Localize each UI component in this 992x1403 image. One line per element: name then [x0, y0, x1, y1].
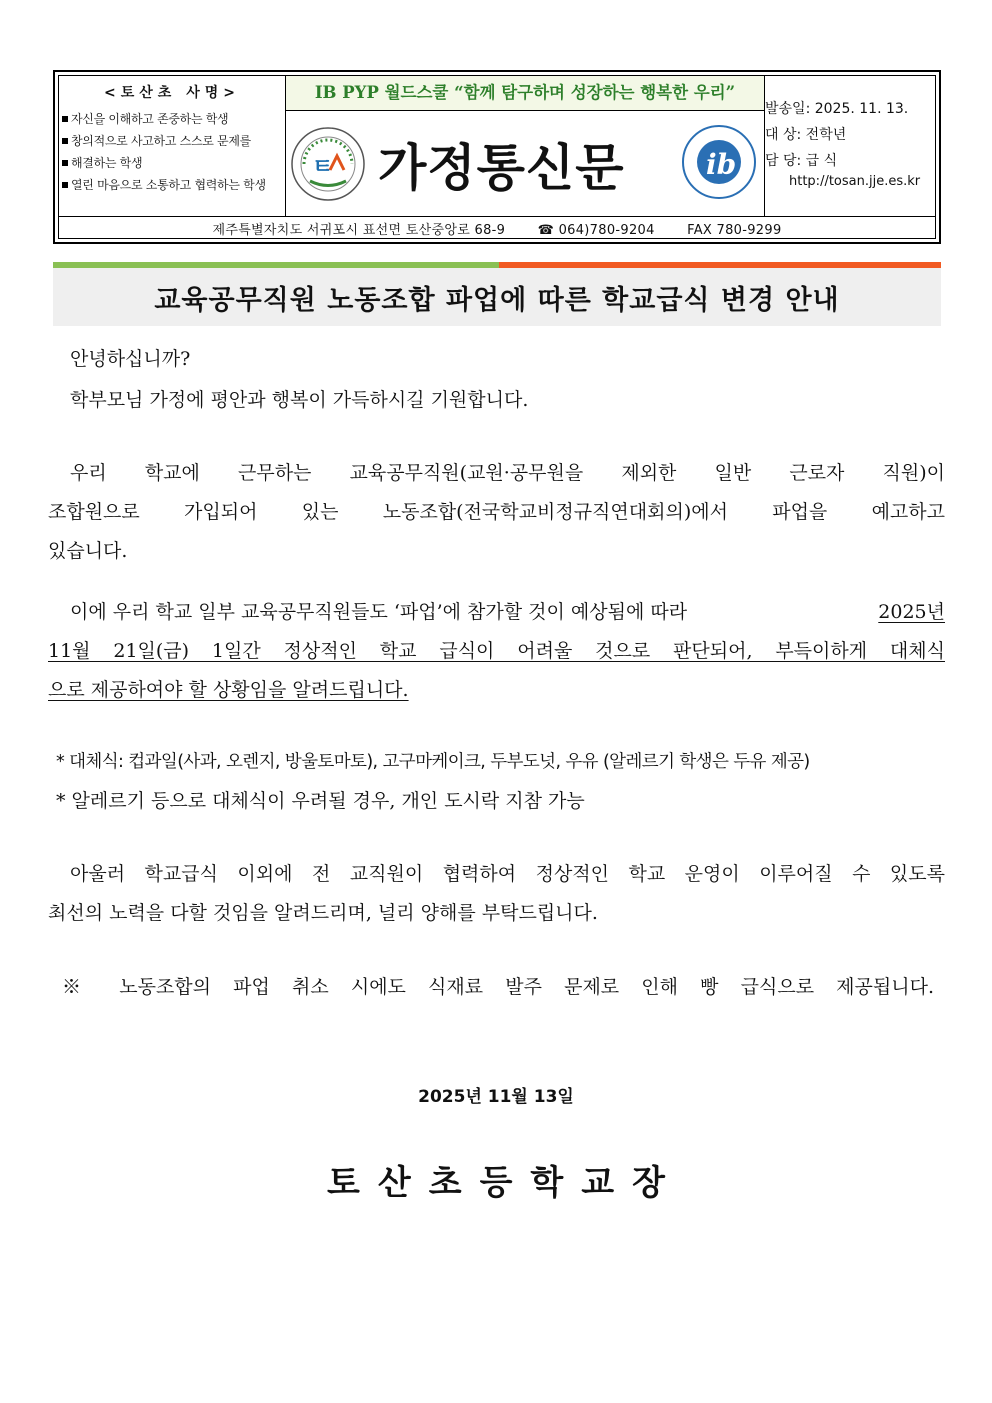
target-audience: 대 상: 전학년: [765, 127, 847, 143]
masthead-center: [286, 76, 765, 216]
notice-title-band: [53, 268, 941, 326]
paragraph-line: 조합원으로 가입되어 있는 노동조합(전국학교비정규직연대회의)에서 파업을 예고하고: [48, 501, 945, 523]
greeting-line: 안녕하십니까?: [70, 348, 191, 370]
notice-title: 교육공무직원 노동조합 파업에 따른 학교급식 변경 안내: [154, 285, 840, 316]
paragraph-line: 우리 학교에 근무하는 교육공무직원(교원·공무원을 제외한 일반 근로자 직원)이: [70, 462, 945, 484]
newsletter-masthead: [53, 70, 941, 244]
mission-title: <토산초 사명>: [104, 85, 240, 101]
ib-logo-text: ib: [706, 148, 737, 181]
highlighted-paragraph-line: 으로 제공하여야 할 상황임을 알려드립니다.: [48, 679, 409, 701]
school-address: 제주특별자치도 서귀포시 표선면 토산중앙로 68-9: [212, 223, 506, 238]
notice-date: 2025년 11월 13일: [418, 1087, 574, 1107]
highlighted-date: 2025년: [878, 601, 945, 623]
contact-bar: [59, 217, 935, 244]
school-url[interactable]: http://tosan.jje.es.kr: [789, 174, 921, 189]
substitute-meal-note: * 대체식: 컵과일(사과, 오렌지, 방울토마토), 고구마케이크, 두부도넛, 우유 (알레르기 학생은 두유 제공): [56, 752, 810, 772]
greeting-line: 학부모님 가정에 평안과 행복이 가득하시길 기원합니다.: [70, 389, 529, 411]
paragraph-line: 아울러 학교급식 이외에 전 교직원이 협력하여 정상적인 학교 운영이 이루어질 수 있도록: [70, 863, 945, 885]
school-logo-icon: [290, 126, 366, 202]
allergy-note: * 알레르기 등으로 대체식이 우려될 경우, 개인 도시락 지참 가능: [56, 790, 585, 812]
mission-item: 열린 마음으로 소통하고 협력하는 학생: [62, 174, 283, 196]
school-slogan: IB PYP 월드스쿨 “함께 탐구하며 성장하는 행복한 우리”: [286, 76, 764, 111]
mission-list: [59, 108, 285, 196]
phone-number: ☎ 064)780-9204: [537, 223, 655, 238]
school-mission-box: [59, 76, 286, 216]
mission-item-continued: 해결하는 학생: [62, 152, 283, 174]
department: 담 당: 급 식: [765, 153, 838, 169]
mission-item: 자신을 이해하고 존중하는 학생: [62, 108, 283, 130]
bread-meal-remark: ※ 노동조합의 파업 취소 시에도 식재료 발주 문제로 인해 빵 급식으로 제공됩니다.: [62, 976, 934, 998]
newsletter-info: [765, 76, 941, 216]
paragraph-line: 있습니다.: [48, 540, 128, 562]
issue-date: 발송일: 2025. 11. 13.: [765, 101, 909, 117]
fax-number: FAX 780-9299: [687, 223, 782, 238]
paragraph-text: 이에 우리 학교 일부 교육공무직원들도 ‘파업’에 참가할 것이 예상됨에 따라: [70, 601, 688, 623]
paragraph-line: [70, 597, 945, 624]
newsletter-title: 가정통신문: [378, 139, 625, 197]
ib-world-school-logo-icon: [681, 124, 757, 200]
svg-text:ㅌ: ㅌ: [312, 155, 334, 180]
mission-item: 창의적으로 사고하고 스스로 문제를: [62, 130, 283, 152]
principal-signature: 토산초등학교장: [327, 1163, 683, 1203]
paragraph-line: 최선의 노력을 다할 것임을 알려드리며, 널리 양해를 부탁드립니다.: [48, 902, 598, 924]
highlighted-paragraph-line: 11월 21일(금) 1일간 정상적인 학교 급식이 어려울 것으로 판단되어, 부득이하게 대체식: [48, 640, 945, 662]
